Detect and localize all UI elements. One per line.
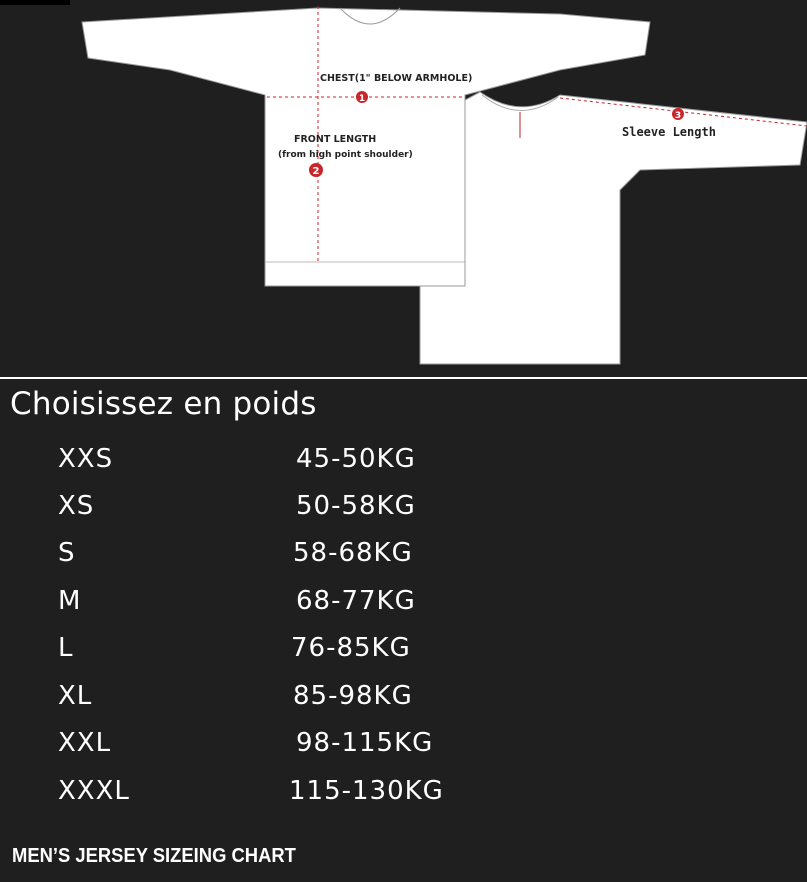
size-label: XS xyxy=(58,491,95,521)
marker-3-label: 3 xyxy=(674,111,682,121)
weight-range: 68-77KG xyxy=(296,586,416,616)
front-length-label: FRONT LENGTH xyxy=(294,134,377,145)
divider xyxy=(0,377,807,379)
weight-range: 50-58KG xyxy=(296,491,416,521)
chart-footer-title: MEN’S JERSEY SIZEING CHART xyxy=(12,845,296,867)
size-label: S xyxy=(58,538,76,568)
size-label: XL xyxy=(58,681,93,711)
size-label: L xyxy=(58,633,74,663)
weight-range: 76-85KG xyxy=(291,633,411,663)
weight-range: 45-50KG xyxy=(296,444,416,474)
marker-1-label: 1 xyxy=(358,94,366,104)
chest-label: CHEST(1" BELOW ARMHOLE) xyxy=(320,73,473,84)
size-row-xxl xyxy=(0,728,807,768)
size-row-l xyxy=(0,633,807,673)
front-length-sublabel: (from high point shoulder) xyxy=(278,150,413,160)
jersey-measurement-diagram xyxy=(0,0,807,378)
size-label: M xyxy=(58,586,82,616)
weight-range: 85-98KG xyxy=(293,681,413,711)
size-label: XXXL xyxy=(58,776,130,806)
size-label: XXL xyxy=(58,728,112,758)
weight-range: 115-130KG xyxy=(289,776,444,806)
size-row-xxxl xyxy=(0,776,807,816)
size-label: XXS xyxy=(58,444,114,474)
weight-range: 58-68KG xyxy=(293,538,413,568)
weight-chart-heading: Choisissez en poids xyxy=(10,386,317,422)
size-row-xl xyxy=(0,681,807,721)
size-row-m xyxy=(0,586,807,626)
marker-2-label: 2 xyxy=(312,166,320,177)
size-row-s xyxy=(0,538,807,578)
jersey-back xyxy=(420,92,807,364)
size-row-xxs xyxy=(0,444,807,484)
weight-range: 98-115KG xyxy=(296,728,434,758)
size-row-xs xyxy=(0,491,807,531)
sleeve-length-label: Sleeve Length xyxy=(622,125,716,139)
